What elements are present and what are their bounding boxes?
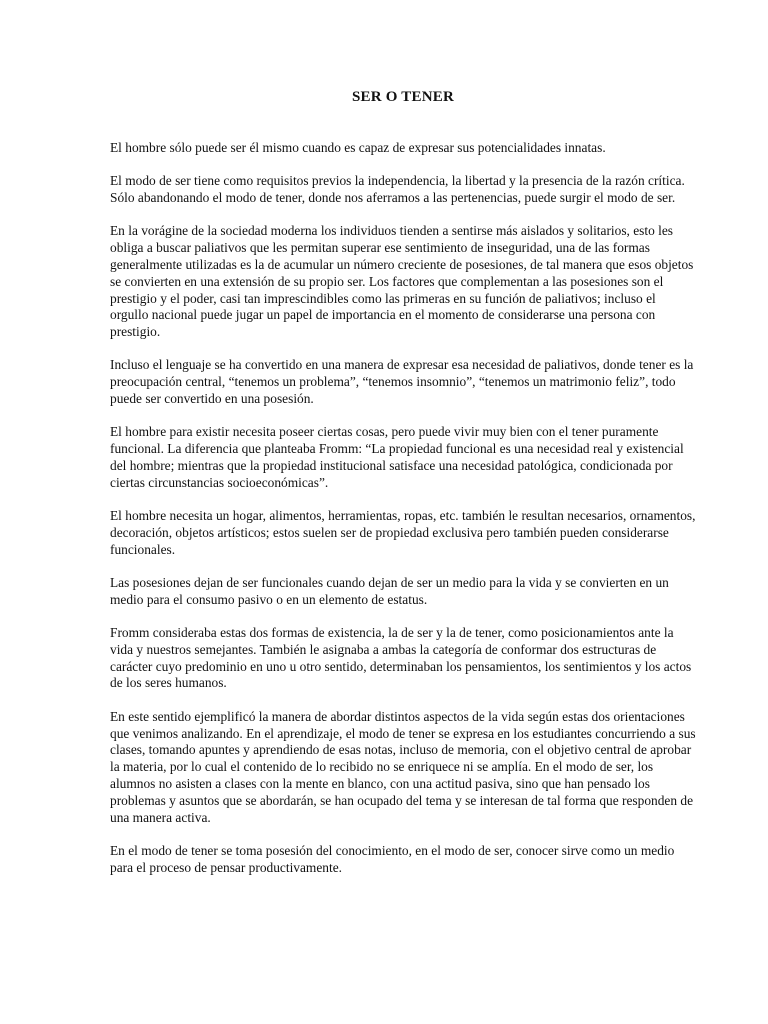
paragraph-9: En este sentido ejemplificó la manera de abordar distintos aspectos de la vida según estas dos orientaciones que venimos analizando. En el aprendizaje, el modo de tener se expresa en los estudiantes concurriendo a sus clases, tomando apuntes y aprendiendo de esas notas, incluso de memoria, con el objetivo central de aprobar la materia, por lo cual el contenido de lo recibido no se enriquece ni se amplía. En el modo de ser, los alumnos no asisten a clases con la mente en blanco, con una actitud pasiva, sino que han pensado los problemas y asuntos que se abordarán, se han ocupado del tema y se interesan de tal forma que responden de una manera activa. [110, 708, 696, 825]
paragraph-2: El modo de ser tiene como requisitos previos la independencia, la libertad y la presencia de la razón crítica. Sólo abandonando el modo de tener, donde nos aferramos a las pertenencias, puede surgir el modo de ser. [110, 173, 685, 206]
paragraph-6: El hombre necesita un hogar, alimentos, herramientas, ropas, etc. también le resultan necesarios, ornamentos, decoración, objetos artísticos; estos suelen ser de propiedad exclusiva pero también pueden considerarse funcionales. [110, 508, 696, 557]
paragraph-4: Incluso el lenguaje se ha convertido en una manera de expresar esa necesidad de paliativos, donde tener es la preocupación central, “tenemos un problema”, “tenemos insomnio”, “tenemos un matrimonio feliz”, todo puede ser convertido en una posesión. [110, 357, 694, 407]
document-title: SER O TENER [352, 89, 454, 105]
paragraph-3: En la vorágine de la sociedad moderna los individuos tienden a sentirse más aislados y solitarios, esto les obliga a buscar paliativos que les permitan superar ese sentimiento de inseguridad, una de las formas generalmente utilizadas es la de acumular un número creciente de posesiones, de tal manera que esos objetos se convierten en una extensión de su propio ser. Los factores que complementan a las posesiones son el prestigio y el poder, casi tan imprescindibles como las primeras en su función de paliativos; incluso el orgullo nacional puede jugar un papel de importancia en el momento de considerarse una persona con prestigio. [110, 223, 694, 340]
paragraph-7: Las posesiones dejan de ser funcionales cuando dejan de ser un medio para la vida y se convierten en un medio para el consumo pasivo o en un elemento de estatus. [110, 574, 669, 607]
paragraph-5: El hombre para existir necesita poseer ciertas cosas, pero puede vivir muy bien con el tener puramente funcional. La diferencia que planteaba Fromm: “La propiedad funcional es una necesidad real y existencial del hombre; mientras que la propiedad institucional satisface una necesidad patológica, condicionada por ciertas circunstancias socioeconómicas”. [110, 424, 684, 490]
paragraph-8: Fromm consideraba estas dos formas de existencia, la de ser y la de tener, como posicionamientos ante la vida y nuestros semejantes. También le asignaba a ambas la categoría de conformar dos estructuras de carácter cuyo predominio en uno u otro sentido, determinaban los pensamientos, los sentimientos y los actos de los seres humanos. [110, 625, 692, 691]
document-page [110, 88, 696, 893]
paragraph-10: En el modo de tener se toma posesión del conocimiento, en el modo de ser, conocer sirve como un medio para el proceso de pensar productivamente. [110, 842, 675, 875]
paragraph-1: El hombre sólo puede ser él mismo cuando es capaz de expresar sus potencialidades innatas. [110, 140, 606, 155]
